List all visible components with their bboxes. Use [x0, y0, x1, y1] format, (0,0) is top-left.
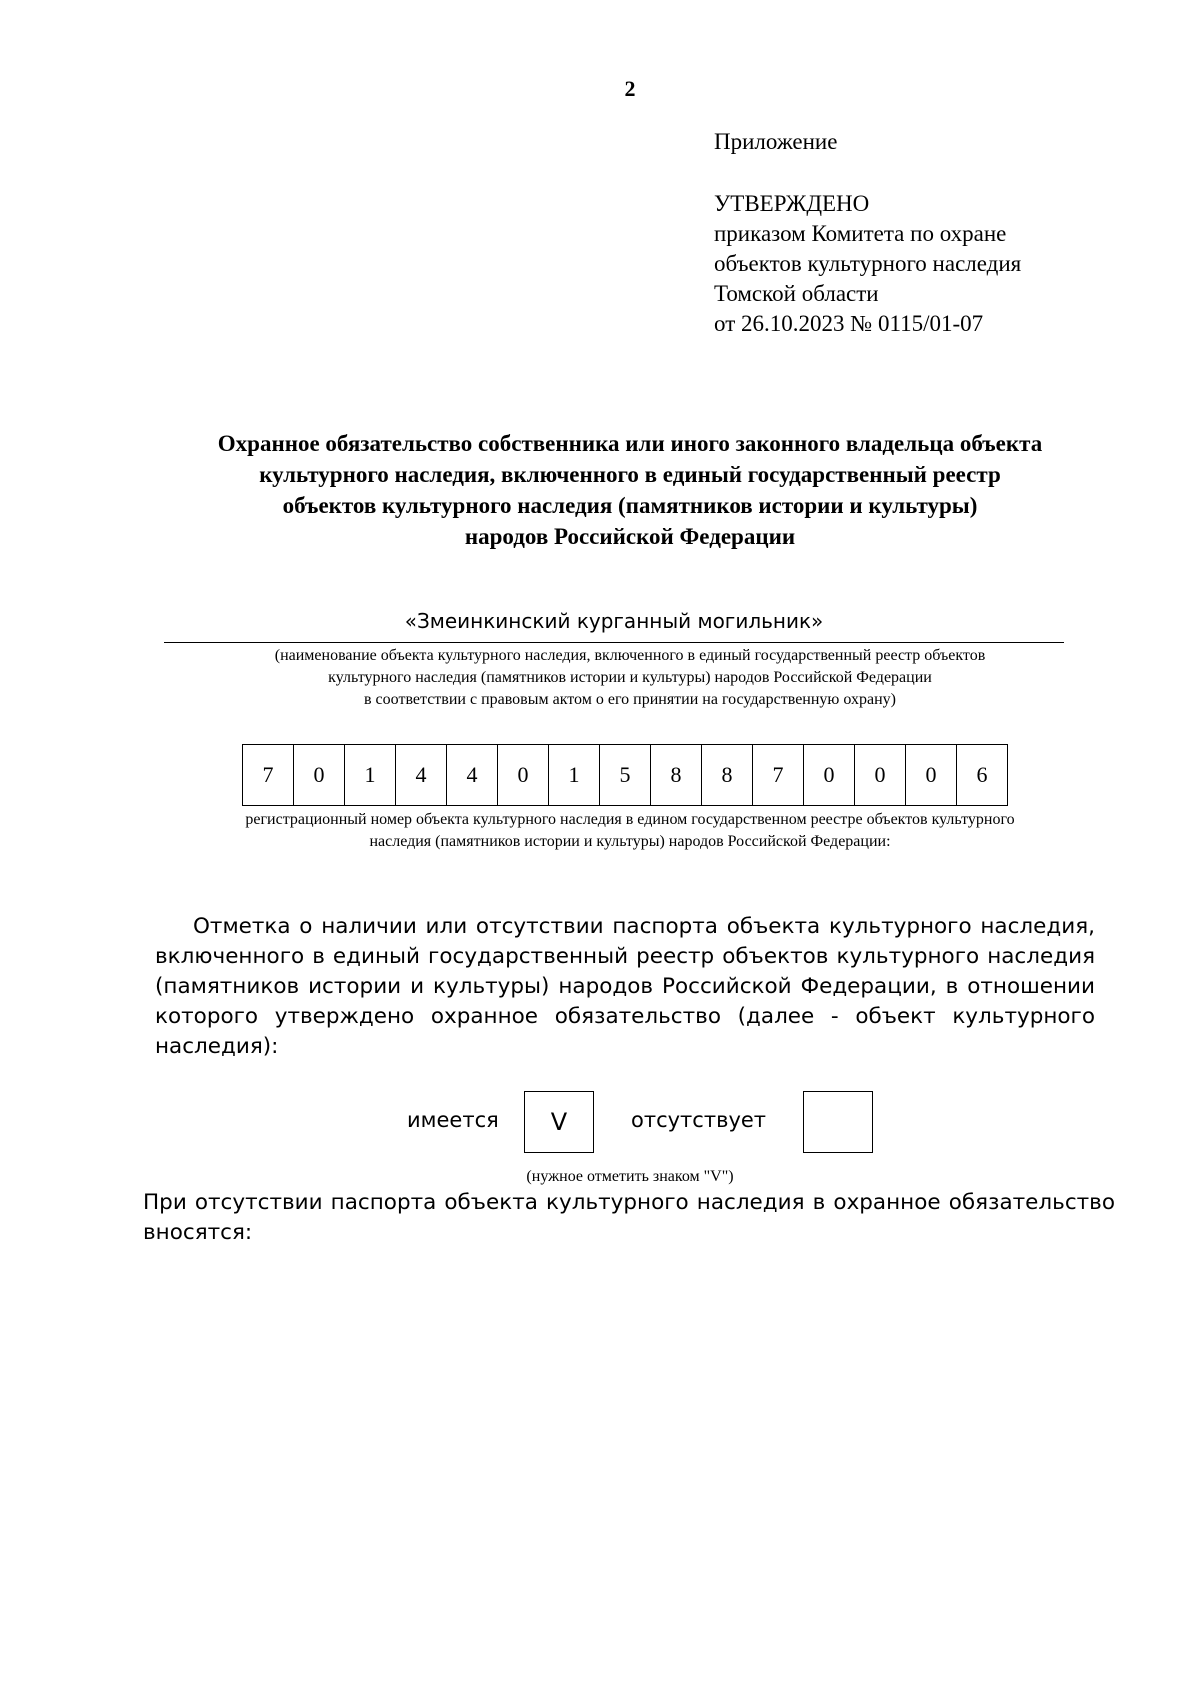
registration-digit-cell: 8 [702, 745, 753, 806]
registration-number-table [242, 744, 1008, 806]
object-name-underline [164, 642, 1064, 643]
registration-digit-cell: 6 [957, 745, 1008, 806]
present-checkbox[interactable]: V [524, 1091, 594, 1153]
registration-digit-cell: 4 [396, 745, 447, 806]
registration-digit-cell: 8 [651, 745, 702, 806]
document-title [150, 428, 1110, 552]
choice-hint: (нужное отметить знаком "V") [526, 1168, 734, 1185]
registration-digit-cell: 7 [753, 745, 804, 806]
approval-line: от 26.10.2023 № 0115/01-07 [714, 311, 984, 336]
appendix-label: Приложение [714, 129, 838, 154]
title-line: объектов культурного наследия (памятников истории и культуры) [282, 493, 978, 518]
registration-digit-cell: 0 [498, 745, 549, 806]
absence-paragraph: При отсутствии паспорта объекта культурного наследия в охранное обязательство вносятся: [143, 1190, 1115, 1245]
approval-line: Томской области [714, 281, 879, 306]
caption-line: культурного наследия (памятников истории и культуры) народов Российской Федерации [328, 669, 932, 686]
registration-digit-cell: 0 [906, 745, 957, 806]
present-label: имеется [407, 1108, 499, 1132]
approval-line: приказом Комитета по охране [714, 221, 1007, 246]
absent-label: отсутствует [631, 1108, 767, 1132]
title-line: народов Российской Федерации [464, 524, 796, 549]
title-line: культурного наследия, включенного в единый государственный реестр [259, 462, 1001, 487]
approval-line: объектов культурного наследия [714, 251, 1022, 276]
registration-caption [140, 809, 1120, 853]
registration-digit-cell: 5 [600, 745, 651, 806]
registration-digit-cell: 1 [549, 745, 600, 806]
page-number: 2 [624, 76, 636, 101]
registration-number-row [243, 745, 1008, 806]
passport-paragraph: Отметка о наличии или отсутствии паспорта объекта культурного наследия, включенного в единый государственный реестр объектов культурного наследия (памятников истории и культуры) народов Российской Федерации, в отношении которого утверждено охранное обязательство (далее - объект культурного наследия): [155, 914, 1095, 1059]
object-name-caption [150, 645, 1110, 711]
registration-digit-cell: 0 [855, 745, 906, 806]
object-name: «Змеинкинский курганный могильник» [404, 609, 824, 633]
caption-line: в соответствии с правовым актом о его принятии на государственную охрану) [364, 691, 896, 708]
caption-line: наследия (памятников истории и культуры) народов Российской Федерации: [369, 833, 891, 850]
registration-digit-cell: 4 [447, 745, 498, 806]
registration-digit-cell: 7 [243, 745, 294, 806]
approval-block [714, 189, 1021, 339]
title-line: Охранное обязательство собственника или иного законного владельца объекта [217, 431, 1043, 456]
absent-checkbox[interactable] [803, 1091, 873, 1153]
approval-heading: УТВЕРЖДЕНО [714, 191, 870, 216]
caption-line: регистрационный номер объекта культурного наследия в едином государственном реестре объектов культурного [245, 811, 1015, 828]
registration-digit-cell: 1 [345, 745, 396, 806]
caption-line: (наименование объекта культурного наследия, включенного в единый государственный реестр объектов [274, 647, 986, 664]
registration-digit-cell: 0 [804, 745, 855, 806]
registration-digit-cell: 0 [294, 745, 345, 806]
